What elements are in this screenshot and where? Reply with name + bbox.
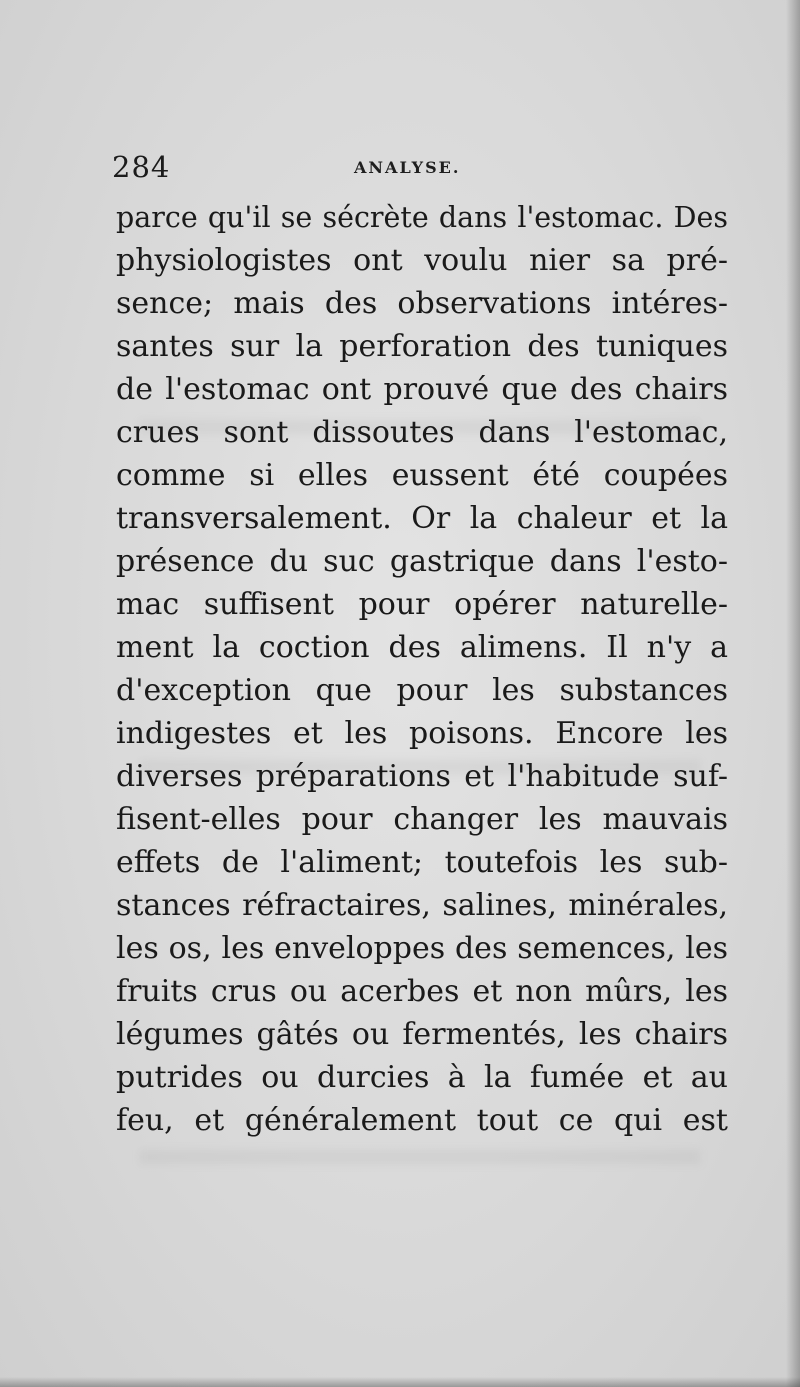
text-line: comme si elles eussent été coupées [116, 458, 728, 493]
text-line: mac suffisent pour opérer naturelle- [116, 587, 728, 622]
page-bottom-edge-shadow [0, 1377, 800, 1387]
text-line: diverses préparations et l'habitude suf- [116, 759, 728, 794]
text-line: feu, et généralement tout ce qui est [116, 1103, 728, 1138]
text-line: transversalement. Or la chaleur et la [116, 501, 728, 536]
bleed-through-shadow [140, 1150, 700, 1164]
text-line: physiologistes ont voulu nier sa pré- [116, 243, 728, 278]
running-head [112, 150, 732, 190]
text-line: putrides ou durcies à la fumée et au [116, 1060, 728, 1095]
text-line: ment la coction des alimens. Il n'y a [116, 630, 728, 665]
text-line: sence; mais des observations intéres- [116, 286, 728, 321]
page-right-edge-shadow [786, 0, 800, 1387]
text-line: d'exception que pour les substances [116, 673, 728, 708]
text-line: indigestes et les poisons. Encore les [116, 716, 728, 751]
text-line: fisent-elles pour changer les mauvais [116, 802, 728, 837]
body-text [116, 196, 728, 1142]
text-line: santes sur la perforation des tuniques [116, 329, 728, 364]
text-line: stances réfractaires, salines, minérales, [116, 888, 728, 923]
text-line: fruits crus ou acerbes et non mûrs, les [116, 974, 728, 1009]
text-line: de l'estomac ont prouvé que des chairs [116, 372, 728, 407]
text-line: crues sont dissoutes dans l'estomac, [116, 415, 728, 450]
page-number: 284 [112, 150, 171, 184]
text-line: présence du suc gastrique dans l'esto- [116, 544, 728, 579]
text-line: effets de l'aliment; toutefois les sub- [116, 845, 728, 880]
text-line: légumes gâtés ou fermentés, les chairs [116, 1017, 728, 1052]
running-head-title: ANALYSE. [354, 158, 461, 177]
text-line: les os, les enveloppes des semences, les [116, 931, 728, 966]
text-line: parce qu'il se sécrète dans l'estomac. Des [116, 201, 728, 234]
